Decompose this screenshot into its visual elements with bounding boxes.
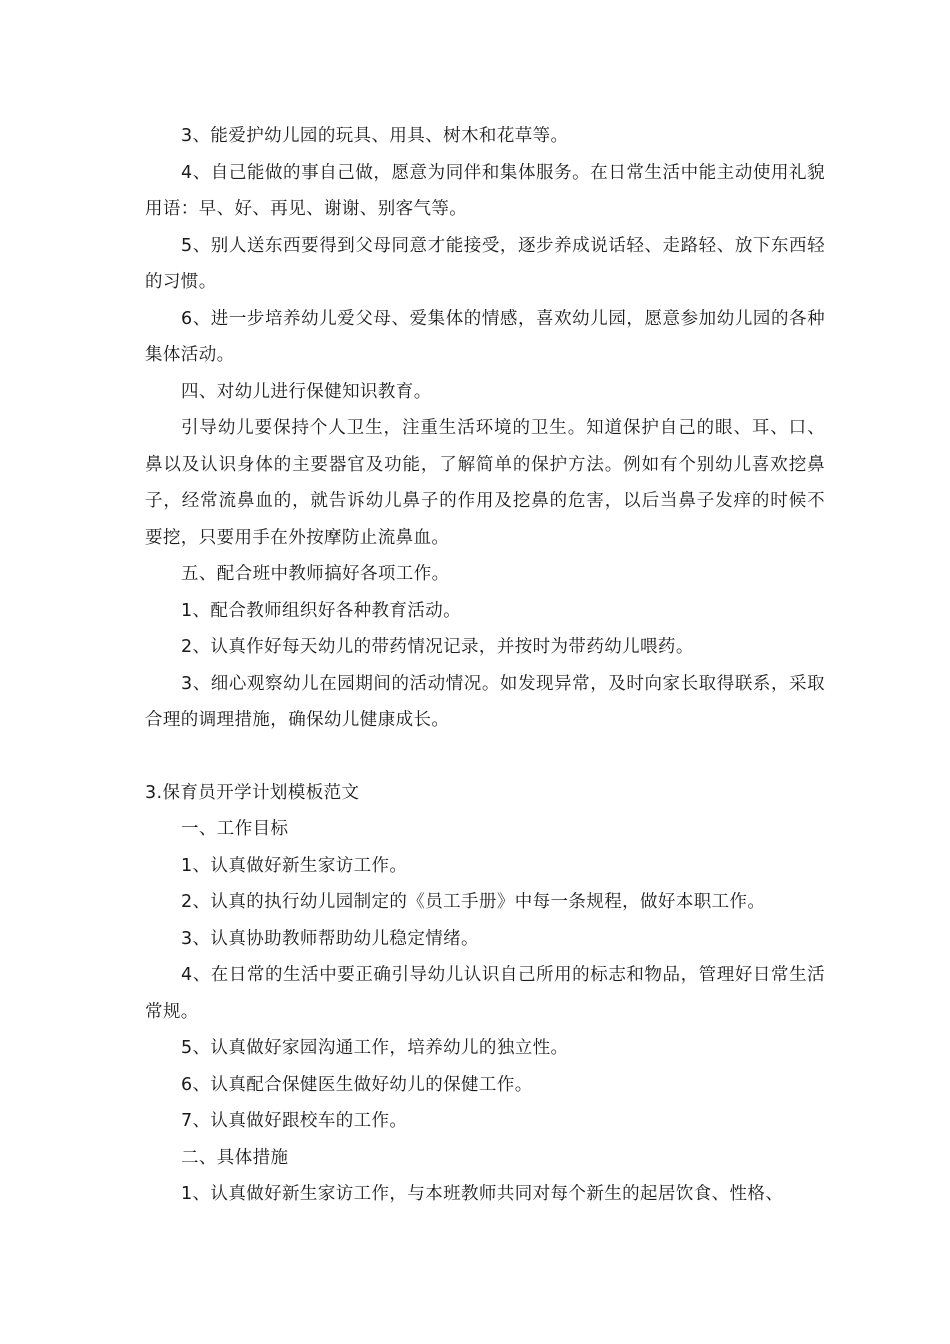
paragraph: 3、认真协助教师帮助幼儿稳定情绪。 [181,928,479,949]
paragraph: 4、自己能做的事自己做，愿意为同伴和集体服务。在日常生活中能主动使用礼貌用语：早、好、再见、谢谢、别客气等。 [145,162,825,219]
paragraph: 1、认真做好新生家访工作，与本班教师共同对每个新生的起居饮食、性格、 [181,1184,784,1204]
paragraph: 5、认真做好家园沟通工作，培养幼儿的独立性。 [181,1038,569,1058]
paragraph: 6、认真配合保健医生做好幼儿的保健工作。 [181,1074,533,1095]
paragraph: 6、进一步培养幼儿爱父母、爱集体的情感，喜欢幼儿园，愿意参加幼儿园的各种集体活动。 [145,308,825,365]
document-body [145,118,825,1213]
paragraph: 1、认真做好新生家访工作。 [181,855,408,876]
section-title: 3.保育员开学计划模板范文 [145,782,360,803]
paragraph: 4、在日常的生活中要正确引导幼儿认识自己所用的标志和物品，管理好日常生活常规。 [145,965,825,1022]
section-spacer [145,739,825,775]
paragraph: 3、能爱护幼儿园的玩具、用具、树木和花草等。 [181,126,569,146]
section-subheading: 四、对幼儿进行保健知识教育。 [181,381,432,402]
paragraph: 7、认真做好跟校车的工作。 [181,1111,408,1131]
section-subheading: 五、配合班中教师搞好各项工作。 [181,564,450,584]
paragraph: 2、认真的执行幼儿园制定的《员工手册》中每一条规程，做好本职工作。 [181,892,766,912]
paragraph: 2、认真作好每天幼儿的带药情况记录，并按时为带药幼儿喂药。 [181,637,694,657]
paragraph: 5、别人送东西要得到父母同意才能接受，逐步养成说话轻、走路轻、放下东西轻的习惯。 [145,235,825,292]
section-subheading: 一、工作目标 [181,819,289,839]
paragraph: 3、细心观察幼儿在园期间的活动情况。如发现异常，及时向家长取得联系，采取合理的调理措施，确保幼儿健康成长。 [145,673,825,730]
section-subheading: 二、具体措施 [181,1147,289,1168]
paragraph: 1、配合教师组织好各种教育活动。 [181,600,462,621]
paragraph: 引导幼儿要保持个人卫生，注重生活环境的卫生。知道保护自己的眼、耳、口、鼻以及认识身体的主要器官及功能，了解简单的保护方法。例如有个别幼儿喜欢挖鼻子，经常流鼻血的，就告诉幼儿鼻子的作用及挖鼻的危害，以后当鼻子发痒的时候不要挖，只要用手在外按摩防止流鼻血。 [145,418,825,548]
